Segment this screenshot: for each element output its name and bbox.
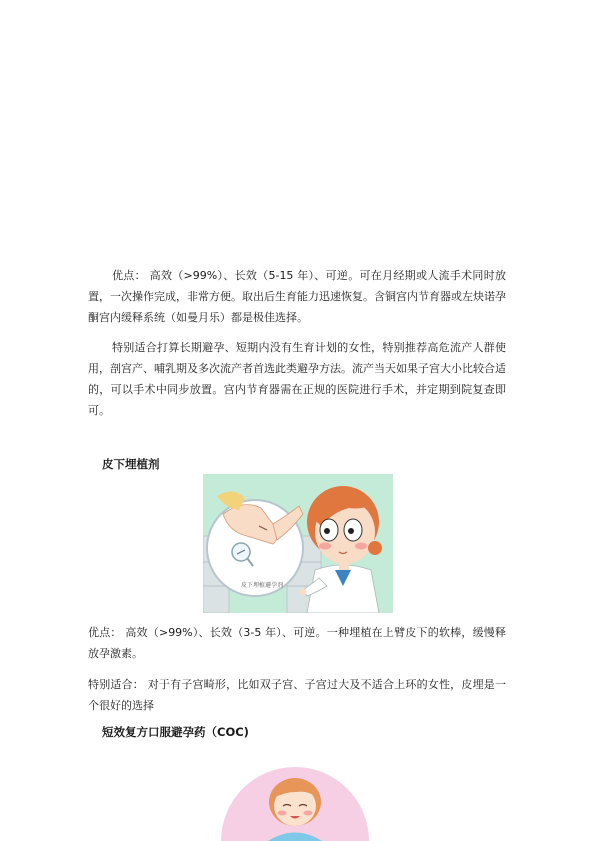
iud-advantages-paragraph: 优点： 高效（>99%）、长效（5-15 年）、可逆。可在月经期或人流手术同时放置，一次操作完成，非常方便。取出后生育能力迅速恢复。含铜宫内节育器或左炔诺孕酮宫内缓释系统（如曼月乐）都是极佳选择。 [88,269,506,324]
coc-illustration [220,764,370,841]
implant-advantages-paragraph: 优点： 高效（>99%）、长效（3-5 年）、可逆。一种埋植在上臂皮下的软棒，缓慢释放孕激素。 [88,626,506,660]
implant-illustration [203,474,393,613]
coc-heading: 短效复方口服避孕药（COC) [102,725,249,739]
implant-image-caption: 皮下埋植避孕剂 [240,582,283,589]
iud-suitable-paragraph: 特别适合打算长期避孕、短期内没有生育计划的女性，特别推荐高危流产人群使用，剖宫产、哺乳期及多次流产者首选此类避孕方法。流产当天如果子宫大小比较合适的，可以手术中同步放置。宫内节育器需在正规的医院进行手术，并定期到院复查即可。 [88,341,506,417]
implant-suitable-paragraph: 特别适合： 对于有子宫畸形，比如双子宫、子宫过大及不适合上环的女性，皮埋是一个很好的选择 [88,678,506,712]
implant-heading: 皮下埋植剂 [102,457,160,471]
